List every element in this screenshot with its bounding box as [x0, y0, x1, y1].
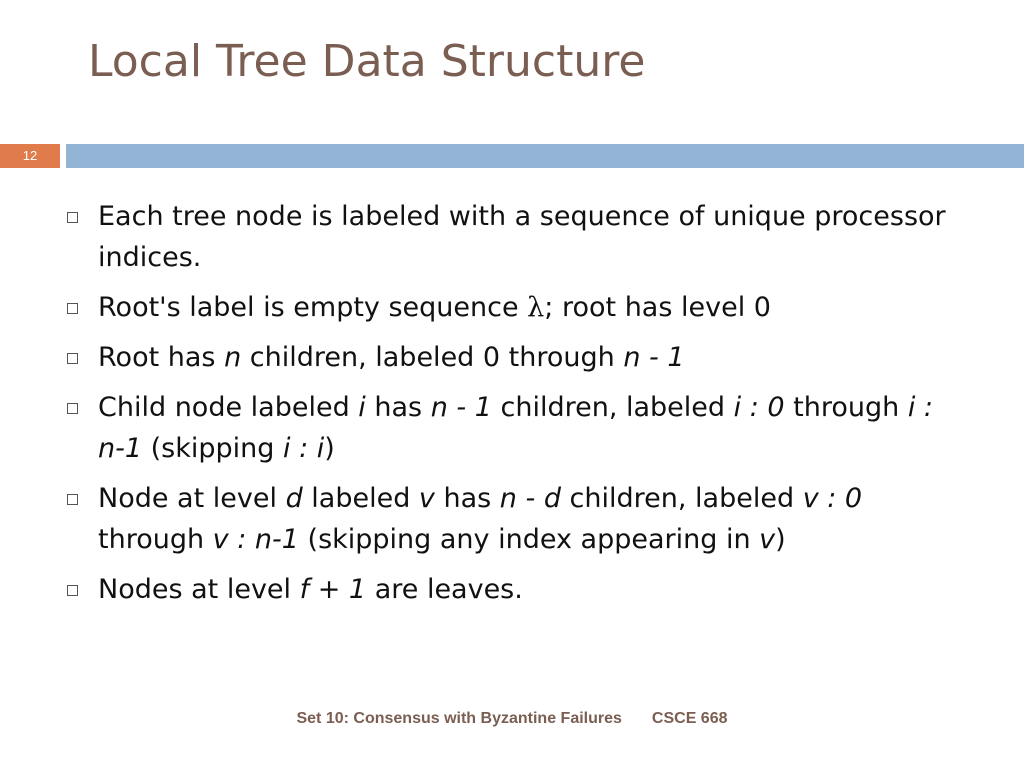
bullet-text-segment: d — [285, 483, 303, 514]
title-rule-bar — [66, 144, 1024, 168]
bullet-text-segment: through — [98, 524, 213, 555]
bullet-text — [98, 483, 862, 555]
bullet-text-segment: Root has — [98, 342, 225, 373]
bullet-text — [98, 201, 946, 273]
bullet-text-segment: children, labeled — [560, 483, 803, 514]
bullet-text-segment: has — [365, 392, 431, 423]
bullet-text-segment: Child node labeled — [98, 392, 359, 423]
bullet-text — [98, 342, 685, 373]
bullet-item — [60, 196, 950, 278]
bullet-text-segment: children, labeled — [491, 392, 734, 423]
bullet-text-segment: Node at level — [98, 483, 286, 514]
bullet-text-segment: n — [224, 342, 242, 373]
bullet-item — [60, 478, 950, 560]
bullet-text-segment: n - 1 — [430, 392, 492, 423]
bullet-text-segment: has — [434, 483, 500, 514]
bullet-text-segment: (skipping — [142, 433, 283, 464]
bullet-text-segment: n - d — [499, 483, 561, 514]
bullet-text-segment: v : 0 — [802, 483, 863, 514]
square-bullet-icon — [67, 585, 78, 596]
bullet-text-segment: v — [418, 483, 435, 514]
bullet-text-segment: ; root has level 0 — [544, 292, 771, 323]
bullet-list — [60, 196, 950, 619]
bullet-text-segment: i : n-1 — [98, 392, 934, 464]
title-rule — [0, 144, 1024, 168]
footer-set-title: Set 10: Consensus with Byzantine Failures — [296, 710, 622, 727]
bullet-text-segment: children, labeled 0 through — [241, 342, 624, 373]
square-bullet-icon — [67, 403, 78, 414]
square-bullet-icon — [67, 303, 78, 314]
bullet-text-segment: through — [784, 392, 908, 423]
square-bullet-icon — [67, 494, 78, 505]
bullet-item — [60, 569, 950, 610]
bullet-text-segment: ) — [324, 433, 335, 464]
bullet-text-segment: n - 1 — [623, 342, 685, 373]
bullet-text-segment: Nodes at level — [98, 574, 300, 605]
footer-course: CSCE 668 — [651, 710, 728, 727]
bullet-text-segment: Each tree node is labeled with a sequence of unique processor indices. — [98, 201, 946, 273]
bullet-text-segment: are leaves. — [366, 574, 523, 605]
square-bullet-icon — [67, 353, 78, 364]
bullet-text-segment: Root's label is empty sequence — [98, 292, 528, 323]
bullet-item — [60, 387, 950, 469]
bullet-text-segment: ) — [775, 524, 786, 555]
bullet-text-segment: i — [358, 392, 366, 423]
bullet-text-segment: i : 0 — [733, 392, 785, 423]
bullet-text-segment: v : n-1 — [212, 524, 299, 555]
lambda-symbol: λ — [527, 292, 545, 323]
bullet-item — [60, 337, 950, 378]
bullet-text-segment: (skipping any index appearing in — [298, 524, 760, 555]
bullet-text-segment: i : i — [282, 433, 325, 464]
bullet-text-segment: f + 1 — [299, 574, 367, 605]
bullet-text-segment: v — [759, 524, 776, 555]
slide-title: Local Tree Data Structure — [88, 36, 646, 87]
bullet-item — [60, 287, 950, 328]
bullet-text — [98, 574, 523, 605]
bullet-text — [98, 392, 933, 464]
bullet-text-segment: labeled — [302, 483, 419, 514]
bullet-text — [98, 292, 771, 323]
square-bullet-icon — [67, 212, 78, 223]
page-number-badge: 12 — [0, 144, 60, 168]
slide-footer — [0, 710, 1024, 728]
